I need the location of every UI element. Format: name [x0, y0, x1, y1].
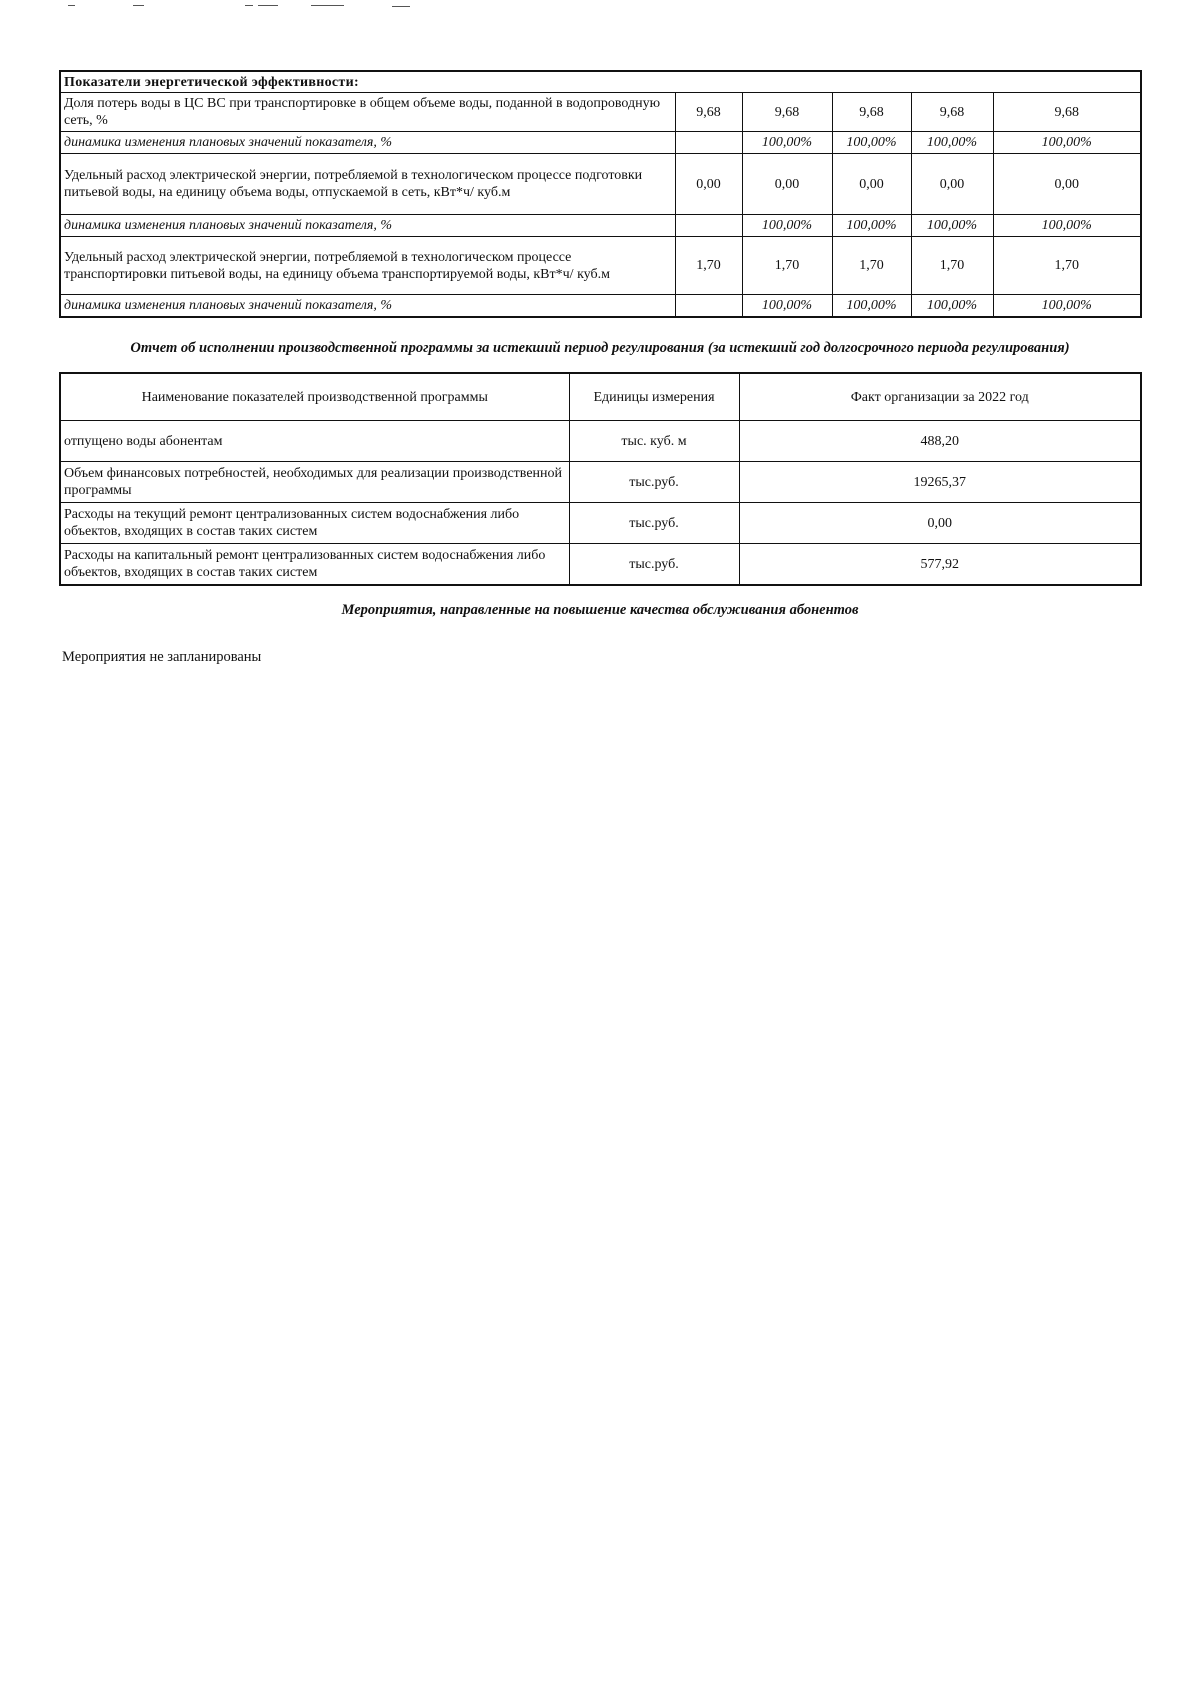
indicator-name: Объем финансовых потребностей, необходимых для реализации производственной программы — [60, 462, 569, 503]
indicator-value: 0,00 — [832, 154, 911, 215]
indicator-fact: 488,20 — [739, 421, 1141, 462]
dynamics-value: 100,00% — [832, 132, 911, 154]
indicator-name: Расходы на текущий ремонт централизованных систем водоснабжения либо объектов, входящих в состав таких систем — [60, 503, 569, 544]
table-row — [60, 295, 1141, 318]
table-row — [60, 93, 1141, 132]
dynamics-value — [675, 295, 742, 318]
dynamics-value: 100,00% — [742, 215, 832, 237]
indicator-name: отпущено воды абонентам — [60, 421, 569, 462]
dynamics-label: динамика изменения плановых значений показателя, % — [60, 295, 675, 318]
dynamics-value: 100,00% — [993, 215, 1141, 237]
indicator-value: 0,00 — [911, 154, 993, 215]
column-header-fact: Факт организации за 2022 год — [739, 373, 1141, 421]
table-row — [60, 237, 1141, 295]
indicator-value: 1,70 — [742, 237, 832, 295]
indicator-value: 9,68 — [675, 93, 742, 132]
table-row — [60, 215, 1141, 237]
indicator-value: 0,00 — [675, 154, 742, 215]
dynamics-value: 100,00% — [993, 132, 1141, 154]
dynamics-value: 100,00% — [742, 132, 832, 154]
table-row — [60, 544, 1141, 586]
table-row — [60, 462, 1141, 503]
table-header-row — [60, 373, 1141, 421]
indicator-value: 9,68 — [742, 93, 832, 132]
dynamics-value: 100,00% — [993, 295, 1141, 318]
table-row — [60, 421, 1141, 462]
indicator-label: Удельный расход электрической энергии, потребляемой в технологическом процессе подготовки питьевой воды, на единицу объема воды, отпускаемой в сеть, кВт*ч/ куб.м — [60, 154, 675, 215]
indicator-name: Расходы на капитальный ремонт централизованных систем водоснабжения либо объектов, входящих в состав таких систем — [60, 544, 569, 586]
indicator-value: 0,00 — [742, 154, 832, 215]
production-program-report-table — [59, 372, 1142, 586]
indicator-value: 0,00 — [993, 154, 1141, 215]
dynamics-value — [675, 215, 742, 237]
dynamics-value: 100,00% — [911, 215, 993, 237]
indicator-value: 1,70 — [993, 237, 1141, 295]
indicator-label: Удельный расход электрической энергии, потребляемой в технологическом процессе транспортировки питьевой воды, на единицу объема транспортируемой воды, кВт*ч/ куб.м — [60, 237, 675, 295]
energy-efficiency-table — [59, 70, 1142, 318]
dynamics-value: 100,00% — [911, 295, 993, 318]
indicator-value: 9,68 — [911, 93, 993, 132]
indicator-value: 1,70 — [832, 237, 911, 295]
indicator-fact: 0,00 — [739, 503, 1141, 544]
dynamics-value: 100,00% — [832, 295, 911, 318]
dynamics-label: динамика изменения плановых значений показателя, % — [60, 215, 675, 237]
report-title: Отчет об исполнении производственной программы за истекший период регулирования (за истекший год долгосрочного периода регулирования) — [130, 340, 1070, 356]
indicator-unit: тыс.руб. — [569, 544, 739, 586]
indicator-value: 9,68 — [993, 93, 1141, 132]
table-row — [60, 503, 1141, 544]
table-row — [60, 132, 1141, 154]
column-header-unit: Единицы измерения — [569, 373, 739, 421]
measures-text: Мероприятия не запланированы — [62, 649, 262, 665]
dynamics-label: динамика изменения плановых значений показателя, % — [60, 132, 675, 154]
section-header: Показатели энергетической эффективности: — [60, 71, 1141, 93]
indicator-unit: тыс. куб. м — [569, 421, 739, 462]
indicator-value: 1,70 — [675, 237, 742, 295]
indicator-fact: 19265,37 — [739, 462, 1141, 503]
measures-title: Мероприятия, направленные на повышение качества обслуживания абонентов — [341, 602, 859, 618]
section-header-row — [60, 71, 1141, 93]
dynamics-value — [675, 132, 742, 154]
column-header-indicator: Наименование показателей производственной программы — [60, 373, 569, 421]
indicator-label: Доля потерь воды в ЦС ВС при транспортировке в общем объеме воды, поданной в водопроводную сеть, % — [60, 93, 675, 132]
indicator-value: 9,68 — [832, 93, 911, 132]
dynamics-value: 100,00% — [742, 295, 832, 318]
scan-artifacts — [0, 5, 1200, 11]
dynamics-value: 100,00% — [911, 132, 993, 154]
indicator-unit: тыс.руб. — [569, 503, 739, 544]
indicator-unit: тыс.руб. — [569, 462, 739, 503]
table-row — [60, 154, 1141, 215]
indicator-value: 1,70 — [911, 237, 993, 295]
indicator-fact: 577,92 — [739, 544, 1141, 586]
dynamics-value: 100,00% — [832, 215, 911, 237]
